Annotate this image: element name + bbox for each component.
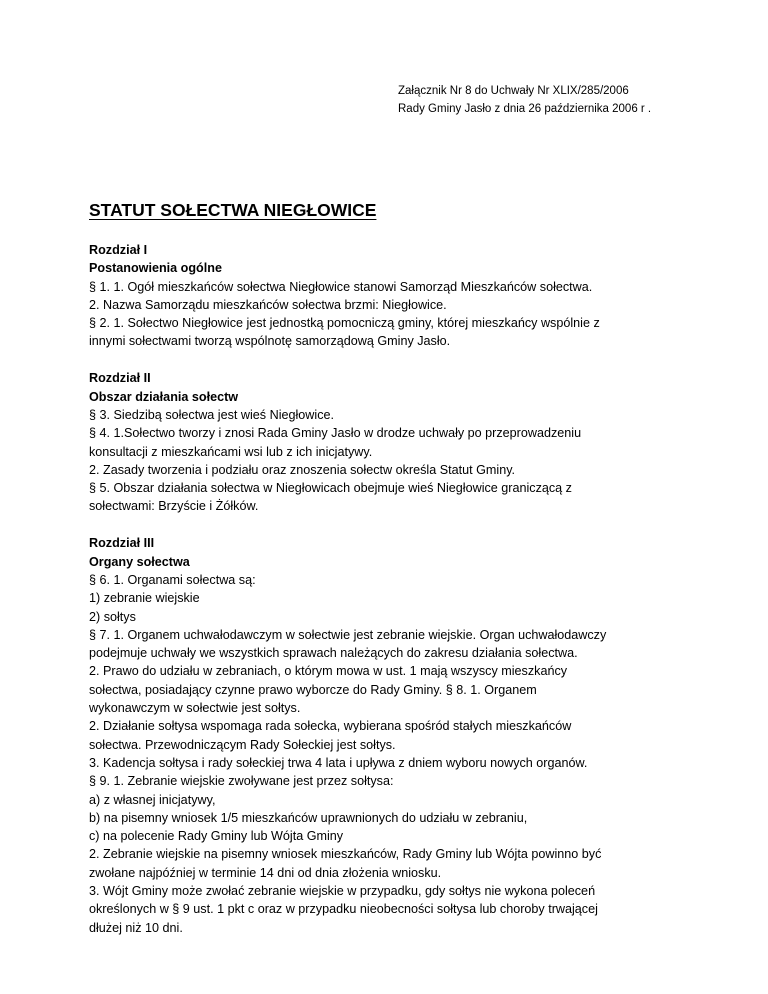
paragraph-line: 1) zebranie wiejskie [89,591,200,606]
chapter-3 [89,534,689,937]
paragraph-line: sołectwami: Brzyście i Żółków. [89,499,259,514]
paragraph-line: 2. Zebranie wiejskie na pisemny wniosek mieszkańców, Rady Gminy lub Wójta powinno być [89,847,602,862]
paragraph-line: 3. Wójt Gminy może zwołać zebranie wiejskie w przypadku, gdy sołtys nie wykona poleceń [89,883,596,898]
paragraph-line: innymi sołectwami tworzą wspólnotę samorządową Gminy Jasło. [89,334,451,349]
paragraph-line: a) z własnej inicjatywy, [89,792,216,807]
paragraph-line: 2. Nazwa Samorządu mieszkańców sołectwa brzmi: Niegłowice. [89,297,447,312]
paragraph-line: § 2. 1. Sołectwo Niegłowice jest jednostką pomocniczą gminy, której mieszkańcy wspólnie z [89,316,600,331]
paragraph-line: konsultacji z mieszkańcami wsi lub z ich inicjatywy. [89,444,373,459]
paragraph-line: sołectwa, posiadający czynne prawo wyborcze do Rady Gminy. § 8. 1. Organem [89,682,537,697]
paragraph-line: sołectwa. Przewodniczącym Rady Sołeckiej jest sołtys. [89,737,396,752]
paragraph-line: § 6. 1. Organami sołectwa są: [89,572,256,587]
paragraph-line: c) na polecenie Rady Gminy lub Wójta Gminy [89,829,344,844]
attachment-line-2: Rady Gminy Jasło z dnia 26 października 2006 r . [398,103,652,115]
paragraph-line: b) na pisemny wniosek 1/5 mieszkańców uprawnionych do udziału w zebraniu, [89,810,528,825]
chapter-2 [89,369,689,515]
chapter-number: Rozdział III [89,536,155,551]
paragraph-line: określonych w § 9 ust. 1 pkt c oraz w przypadku nieobecności sołtysa lub choroby trwającej [89,902,598,917]
paragraph-line: 2. Zasady tworzenia i podziału oraz znoszenia sołectw określa Statut Gminy. [89,462,516,477]
document-title: STATUT SOŁECTWA NIEGŁOWICE [89,200,377,220]
paragraph-line: 2. Prawo do udziału w zebraniach, o którym mowa w ust. 1 mają wszyscy mieszkańcy [89,664,568,679]
paragraph-line: § 1. 1. Ogół mieszkańców sołectwa Niegłowice stanowi Samorząd Mieszkańców sołectwa. [89,279,593,294]
paragraph-line: 3. Kadencja sołtysa i rady sołeckiej trwa 4 lata i upływa z dniem wyboru nowych organów. [89,755,588,770]
paragraph-line: podejmuje uchwały we wszystkich sprawach należących do zakresu działania sołectwa. [89,646,578,661]
paragraph-line: § 9. 1. Zebranie wiejskie zwoływane jest przez sołtysa: [89,774,394,789]
paragraph-line: wykonawczym w sołectwie jest sołtys. [89,701,301,716]
chapter-title: Organy sołectwa [89,554,190,569]
paragraph-line: § 4. 1.Sołectwo tworzy i znosi Rada Gminy Jasło w drodze uchwały po przeprowadzeniu [89,426,582,441]
chapter-1 [89,241,689,351]
paragraph-line: zwołane najpóźniej w terminie 14 dni od dnia złożenia wniosku. [89,865,442,880]
paragraph-line: § 5. Obszar działania sołectwa w Niegłowicach obejmuje wieś Niegłowice graniczącą z [89,481,572,496]
attachment-note [390,82,750,118]
paragraph-line: 2. Działanie sołtysa wspomaga rada sołecka, wybierana spośród stałych mieszkańców [89,719,572,734]
paragraph-line: § 7. 1. Organem uchwałodawczym w sołectwie jest zebranie wiejskie. Organ uchwałodawczy [89,627,607,642]
chapter-title: Postanowienia ogólne [89,261,222,276]
paragraph-line: 2) sołtys [89,609,136,624]
paragraph-line: dłużej niż 10 dni. [89,920,183,935]
chapter-number: Rozdział II [89,371,151,386]
attachment-line-1: Załącznik Nr 8 do Uchwały Nr XLIX/285/2006 [398,85,629,97]
paragraph-line: § 3. Siedzibą sołectwa jest wieś Niegłowice. [89,407,334,422]
document-content [89,241,689,955]
chapter-number: Rozdział I [89,243,148,257]
chapter-title: Obszar działania sołectw [89,389,239,404]
